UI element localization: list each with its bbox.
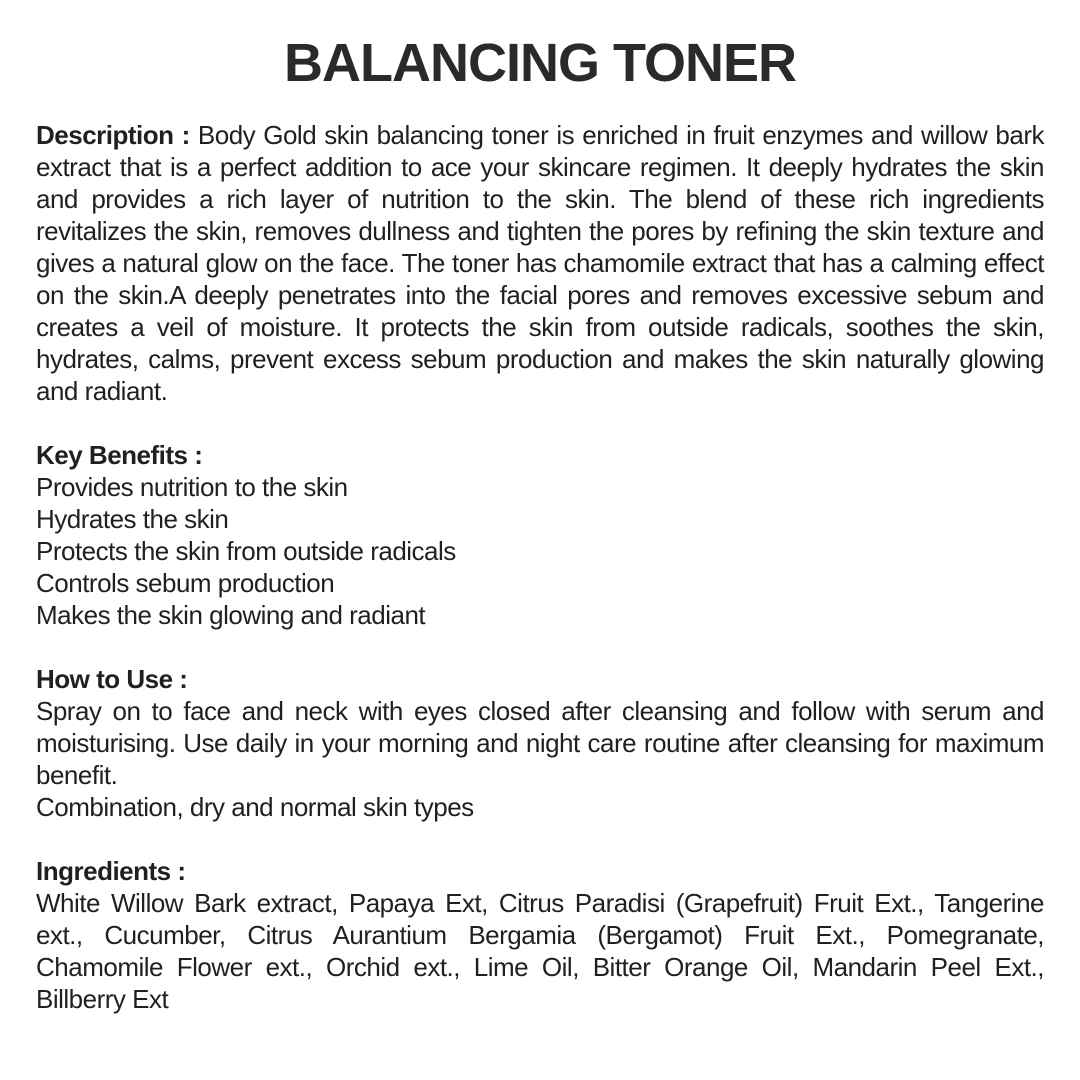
ingredients-body: White Willow Bark extract, Papaya Ext, Citrus Paradisi (Grapefruit) Fruit Ext., Tangerine ext., Cucumber, Citrus Aurantium Bergamia (Bergamot) Fruit Ext., Pomegranate, Chamomile Flower ext., Orchid ext., Lime Oil, Bitter Orange Oil, Mandarin Peel Ext., Billberry Ext: [36, 888, 1044, 1015]
benefit-item: Protects the skin from outside radicals: [36, 536, 456, 567]
page-title: BALANCING TONER: [283, 33, 796, 93]
skin-types-note: Combination, dry and normal skin types: [36, 792, 474, 823]
benefit-item: Controls sebum production: [36, 568, 335, 599]
key-benefits-heading: Key Benefits :: [36, 440, 203, 471]
how-to-use-section: [36, 663, 1044, 823]
benefit-item: Hydrates the skin: [36, 504, 229, 535]
benefit-item: Makes the skin glowing and radiant: [36, 600, 426, 631]
description-heading: Description :: [36, 120, 190, 151]
description-paragraph: [36, 119, 1044, 407]
ingredients-heading: Ingredients :: [36, 856, 186, 887]
key-benefits-section: [36, 439, 1044, 631]
description-body: Body Gold skin balancing toner is enriched in fruit enzymes and willow bark extract that is a perfect addition to ace your skincare regimen. It deeply hydrates the skin and provides a rich layer of nutrition to the skin. The blend of these rich ingredients revitalizes the skin, removes dullness and tighten the pores by refining the skin texture and gives a natural glow on the face. The toner has chamomile extract that has a calming effect on the skin.A deeply penetrates into the facial pores and removes excessive sebum and creates a veil of moisture. It protects the skin from outside radicals, soothes the skin, hydrates, calms, prevent excess sebum production and makes the skin naturally glowing and radiant.: [36, 120, 1044, 407]
how-to-use-body: Spray on to face and neck with eyes closed after cleansing and follow with serum and moisturising. Use daily in your morning and night care routine after cleansing for maximum benefit.: [36, 696, 1044, 791]
benefit-item: Provides nutrition to the skin: [36, 472, 348, 503]
ingredients-section: [36, 855, 1044, 1015]
how-to-use-heading: How to Use :: [36, 664, 188, 695]
